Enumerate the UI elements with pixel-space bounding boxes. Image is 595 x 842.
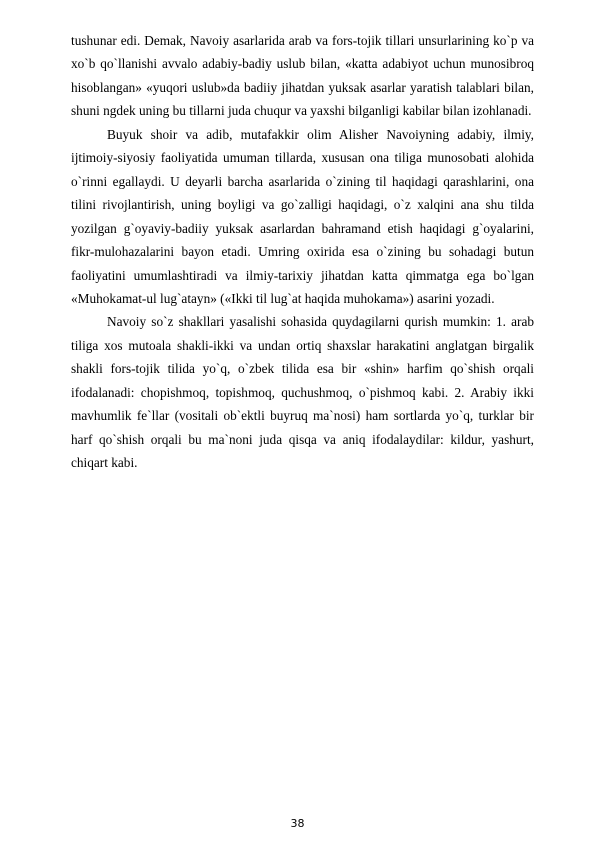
paragraph-1: tushunar edi. Demak, Navoiy asarlarida arab va fors-tojik tillari unsurlarining ko`p va xo`b qo`llanishi avvalo adabiy-badiy uslub bilan, «katta adabiyot uchun munosibroq hisoblangan» «yuqori uslub»da badiiy jihatdan yuksak asarlar yaratish talablari bilan, shuni ngdek uning bu tillarni juda chuqur va yaxshi bilganligi kabilar bilan izohlanadi. — [71, 33, 534, 119]
body-text — [71, 29, 534, 475]
paragraph-3: Navoiy so`z shakllari yasalishi sohasida quydagilarni qurish mumkin: 1. arab tiliga xos mutoala shakli-ikki va undan ortiq shaxslar harakatini anglatgan birgalik shakli fors-tojik tilida yo`q, o`zbek tilida esa bir «shin» harfim qo`shish orqali ifodalanadi: chopishmoq, topishmoq, quchushmoq, o`pishmoq kabi. 2. Arabiy ikki mavhumlik fe`llar (vositali ob`ektli buyruq ma`nosi) ham sortlarda yo`q, turklar bir harf qo`shish orqali bu ma`noni juda qisqa va aniq ifodalaydilar: kildur, yashurt, chiqart kabi. — [71, 314, 534, 471]
page-number: 38 — [290, 817, 305, 830]
paragraph-2: Buyuk shoir va adib, mutafakkir olim Alisher Navoiyning adabiy, ilmiy, ijtimoiy-siyosiy faoliyatida umuman tillarda, xususan ona tiliga munosobati alohida o`rinni egallaydi. U deyarli barcha asarlarida o`zining til haqidagi qarashlarini, ona tilini rivojlantirish, uning boyligi va go`zalligi haqidagi, o`z xalqini ana shu tilda yozilgan g`oyaviy-badiiy yuksak asarlardan bahramand etish haqidagi g`oyalarini, fikr-mulohazalarini bayon etadi. Umring oxirida esa o`zining bu sohadagi butun faoliyatini umumlashtiradi va ilmiy-tarixiy jihatdan katta qimmatga ega bo`lgan «Muhokamat-ul lug`atayn» («Ikki til lug`at haqida muhokama») asarini yozadi. — [71, 126, 534, 306]
